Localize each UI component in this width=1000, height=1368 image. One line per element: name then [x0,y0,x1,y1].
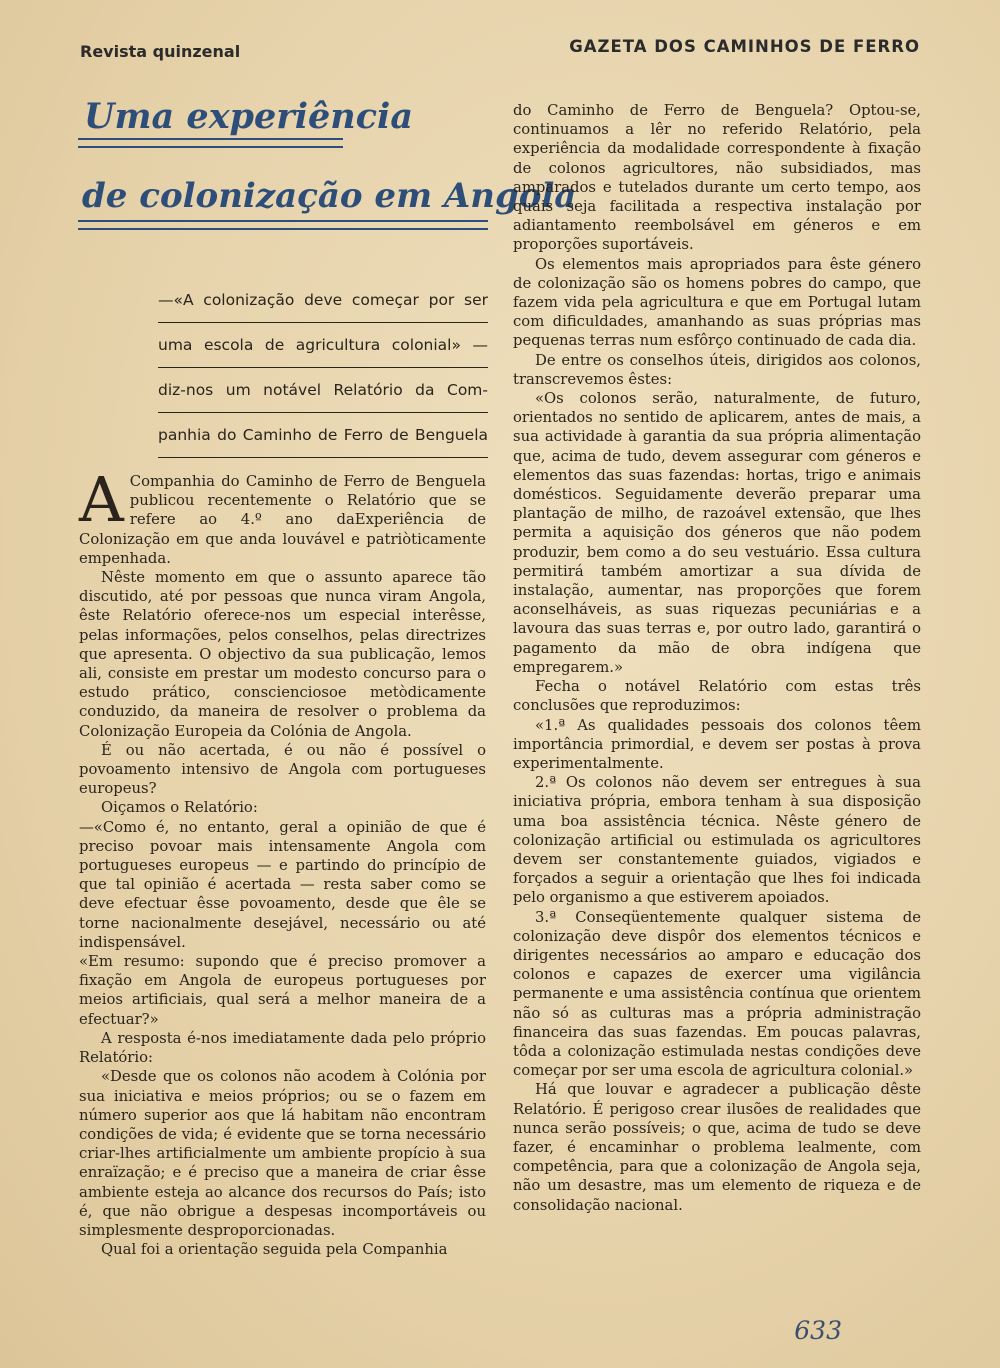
page-number: 633 [794,1316,842,1345]
paragraph: Os elementos mais apropriados para êste género de colonização são os homens pobres do campo, que fazem vida pela agricultura e que em Portugal lutam com dificuldades, amanhando as suas próprias mas pequenas terras num esfôrço continuado de cada dia. [513,255,921,350]
subtitle-line: uma escola de agricultura colonial» — [158,323,488,368]
paragraph: «Em resumo: supondo que é preciso promover a fixação em Angola de europeus portugueses por meios artificiais, qual será a melhor maneira de a efectuar?» [79,953,486,1028]
paragraph: 2.ª Os colonos não devem ser entregues à sua iniciativa própria, embora tenham à sua disposição uma boa assistência técnica. Nêste género de colonização artificial ou estimulada os agricultores devem ser constantemente guiados, vigiados e forçados a seguir a orientação que lhes foi indicada pelo organismo a que estiverem apoiados. [513,774,921,907]
paragraph: É ou não acertada, é ou não é possível o povoamento intensivo de Angola com portugueses europeus? [79,741,486,798]
title-rule [78,220,488,222]
title-line-1: Uma experiência [84,96,414,137]
title-rule [78,228,488,230]
running-header-left: Revista quinzenal [80,42,241,61]
paragraph: A resposta é-nos imediatamente dada pelo próprio Relatório: [79,1029,486,1067]
article-title [78,88,577,256]
title-rule [78,138,343,140]
title-line-2: de colonização em Angola [82,176,577,216]
title-rule [78,146,343,148]
paragraph: «Desde que os colonos não acodem à Colónia por sua iniciativa e meios próprios; ou se o fazem em número superior aos que lá habitam não encontram condições de vida; é evidente que se torna necessário criar-lhes artificialmente um ambiente propício à sua enraïzação; e é preciso que a maneira de criar êsse ambiente esteja ao alcance dos recursos do País; isto é, que não obrigue a despesas incomportáveis ou simplesmente desproporcionadas. [79,1068,486,1239]
paragraph: Qual foi a orientação seguida pela Companhia [101,1241,448,1259]
paragraph: Fecha o notável Relatório com estas três conclusões que reproduzimos: [513,678,921,715]
left-column [79,463,486,1259]
right-column [513,101,921,1215]
subtitle-line: diz-nos um notável Relatório da Com- [158,368,488,413]
paragraph: Nêste momento em que o assunto aparece tão discutido, até por pessoas que nunca viram Angola, êste Relatório oferece-nos um especial interêsse, pelas informações, pelos conselhos, pelas directrizes que apresenta. O objectivo da sua publicação, lemos ali, consiste em prestar um modesto concurso para o estudo prático, conscienciosoe metòdicamente conduzido, da maneira de resolver o problema da Colonização Europeia da Colónia de Angola. [79,569,486,740]
article-subtitle [158,278,488,458]
paragraph: —«Como é, no entanto, geral a opinião de que é preciso povoar mais intensamente Angola com portugueses europeus — e partindo do princípio de que tal opinião é acertada — resta saber como se deve efectuar êsse povoamento, desde que êle se torne nacionalmente desejável, necessário ou até indispensável. [79,818,486,951]
paragraph: Oiçamos o Relatório: [101,799,258,817]
paragraph: A Companhia do Caminho de Ferro de Benguela publicou recentemente o Relatório que se refere ao 4.º ano daExperiência de Colonização em que anda louvável e patriòticamente empenhada. [79,463,486,567]
paragraph: «1.ª As qualidades pessoais dos colonos têem importância primordial, e devem ser postas à prova experimentalmente. [513,716,921,772]
subtitle-line: —«A colonização deve começar por ser [158,278,488,323]
paragraph: Há que louvar e agradecer a publicação dêste Relatório. É perigoso crear ilusões de realidades que nunca serão possíveis; o que, acima de tudo se deve fazer, é encaminhar o problema lealmente, com competência, para que a colonização de Angola seja, não um desastre, mas um elemento de riqueza e de consolidação nacional. [513,1081,921,1214]
paragraph: De entre os conselhos úteis, dirigidos aos colonos, transcrevemos êstes: [513,351,921,388]
paragraph: 3.ª Conseqüentemente qualquer sistema de colonização deve dispôr dos elementos técnicos e dirigentes necessários ao amparo e educação dos colonos e capazes de exercer uma vigilância permanente e uma assistência contínua que orientem não só as culturas mas a própria administração financeira das suas fazendas. Em poucas palavras, tôda a colonização estimulada nestas condições deve começar por ser uma escola de agricultura colonial.» [513,908,921,1080]
drop-cap: A [79,463,124,536]
running-header-right: GAZETA DOS CAMINHOS DE FERRO [569,37,920,56]
paragraph: «Os colonos serão, naturalmente, de futuro, orientados no sentido de aplicarem, antes de mais, a sua actividade à garantia da sua própria alimentação que, acima de tudo, devem assegurar com géneros e elementos das suas fazendas: hortas, trigo e animais domésticos. Seguidamente deverão preparar uma plantação de milho, de razoável extensão, que lhes permita a aquisição dos géneros que não podem produzir, bem como a do seu vestuário. Essa cultura permitirá também amortizar a sua dívida de instalação, aumentar, nas proporções que forem aconselháveis, as suas riquezas pecuniárias e a lavoura das suas terras e, por outro lado, garantirá o pagamento da mão de obra indígena que empregarem.» [513,390,921,676]
subtitle-line: panhia do Caminho de Ferro de Benguela [158,413,488,458]
paragraph: do Caminho de Ferro de Benguela? Optou-se, continuamos a lêr no referido Relatório, pela experiência da modalidade correspondente à fixação de colonos agricultores, não subsidiados, mas amparados e tutelados durante um certo tempo, aos quais seja facilitada a respectiva instalação por adiantamento reembolsável em géneros e em proporções suportáveis. [513,102,921,254]
